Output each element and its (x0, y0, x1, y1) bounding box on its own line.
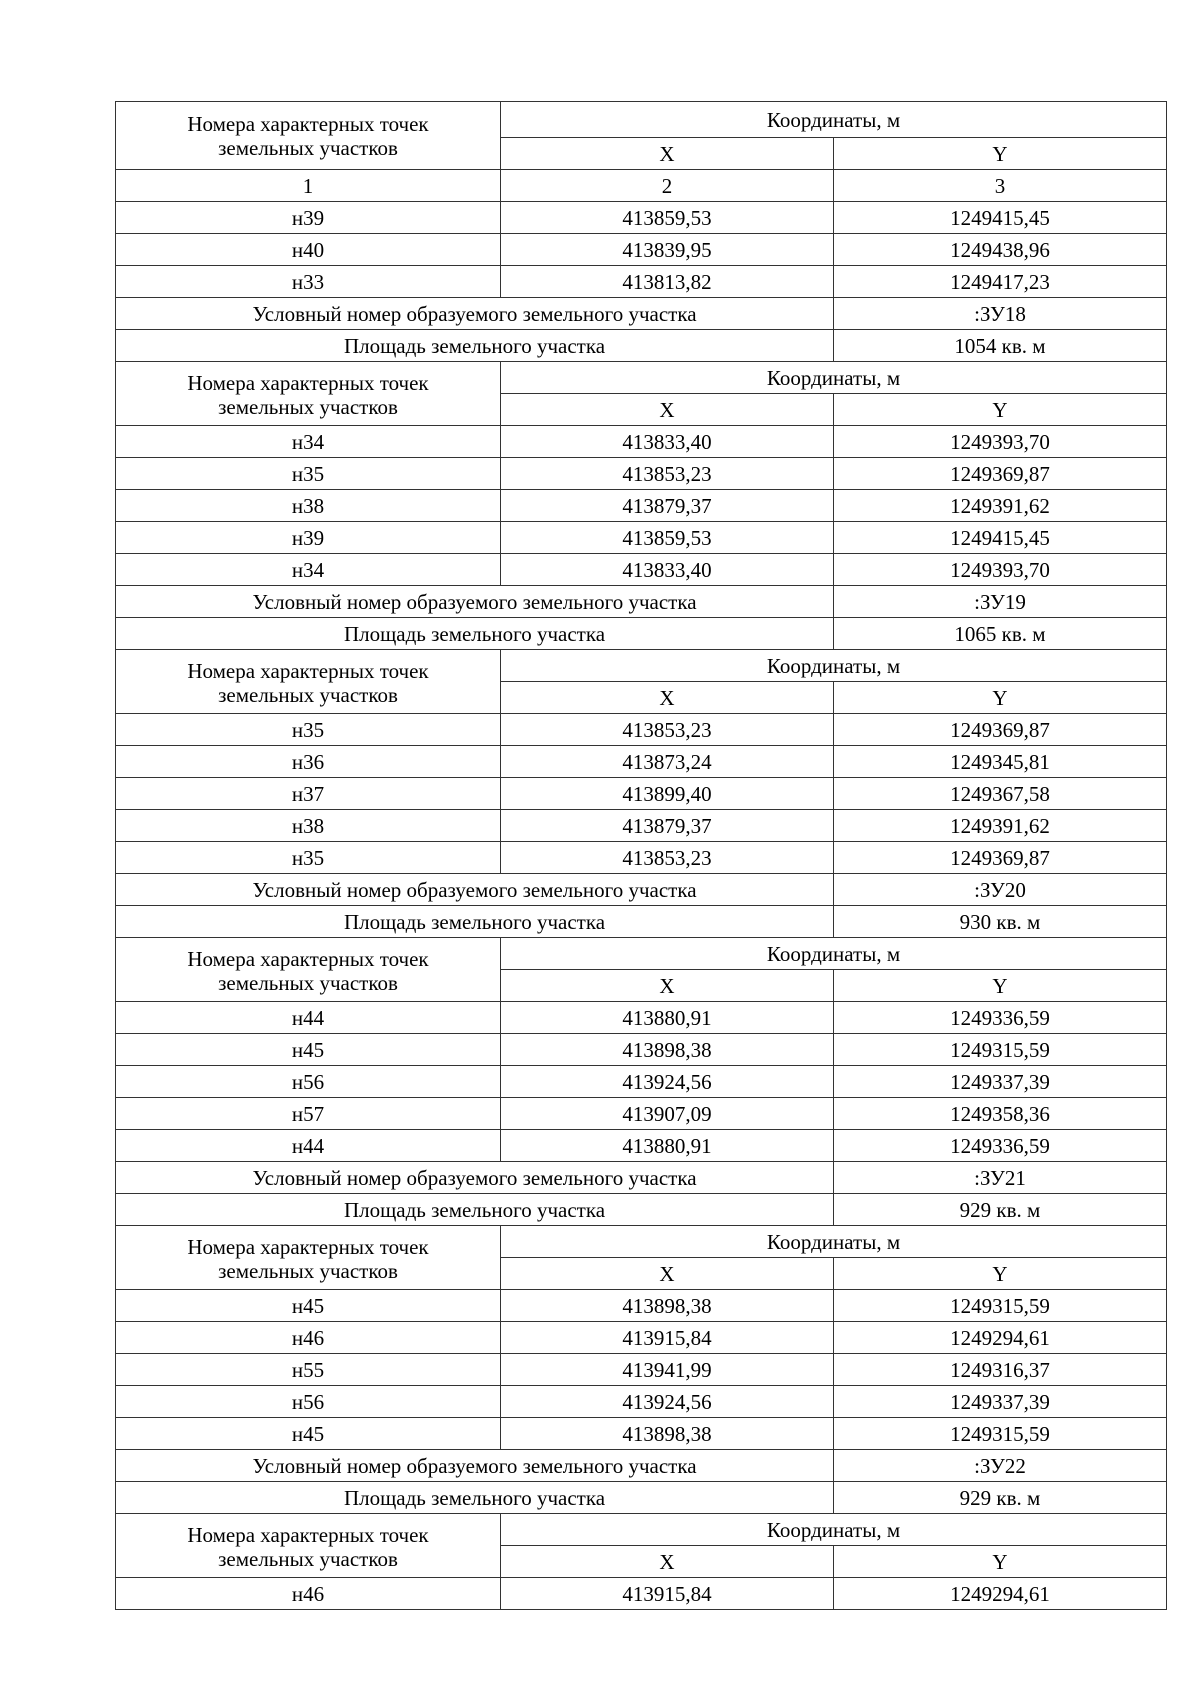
x-value-cell: 413898,38 (501, 1290, 834, 1322)
point-cell: н34 (116, 554, 501, 586)
plot-area-label: Площадь земельного участка (116, 330, 834, 362)
plot-number-value: :ЗУ22 (834, 1450, 1167, 1482)
block-header-row (116, 1226, 1167, 1258)
y-value-cell: 1249393,70 (834, 426, 1167, 458)
y-header-cell: Y (834, 394, 1167, 426)
y-header-cell: Y (834, 682, 1167, 714)
point-cell: н45 (116, 1418, 501, 1450)
point-cell: н38 (116, 490, 501, 522)
y-value-cell: 1249438,96 (834, 234, 1167, 266)
coords-header-cell: Координаты, м (501, 938, 1167, 970)
y-value-cell: 1249367,58 (834, 778, 1167, 810)
coordinates-table-body (116, 102, 1167, 1610)
table-row (116, 458, 1167, 490)
table-row (116, 714, 1167, 746)
y-header-cell: Y (834, 970, 1167, 1002)
block-header-row (116, 938, 1167, 970)
table-row (116, 1578, 1167, 1610)
plot-area-value: 929 кв. м (834, 1482, 1167, 1514)
points-header-line1: Номера характерных точек (187, 370, 429, 395)
x-value-cell: 413915,84 (501, 1578, 834, 1610)
block-header-row (116, 362, 1167, 394)
points-header-line2: земельных участков (218, 135, 398, 160)
x-value-cell: 413859,53 (501, 522, 834, 554)
block-header-row (116, 1514, 1167, 1546)
points-header-line2: земельных участков (218, 1546, 398, 1571)
plot-number-label: Условный номер образуемого земельного участка (116, 1162, 834, 1194)
table-row (116, 490, 1167, 522)
plot-number-row (116, 874, 1167, 906)
point-cell: н34 (116, 426, 501, 458)
y-value-cell: 1249337,39 (834, 1066, 1167, 1098)
x-value-cell: 413833,40 (501, 554, 834, 586)
x-value-cell: 413941,99 (501, 1354, 834, 1386)
plot-area-row (116, 618, 1167, 650)
plot-area-value: 1065 кв. м (834, 618, 1167, 650)
table-row (116, 1322, 1167, 1354)
y-value-cell: 1249315,59 (834, 1034, 1167, 1066)
table-row (116, 1418, 1167, 1450)
plot-number-value: :ЗУ18 (834, 298, 1167, 330)
block-header-row (116, 650, 1167, 682)
y-header-cell: Y (834, 1546, 1167, 1578)
table-row (116, 1034, 1167, 1066)
coords-header-cell: Координаты, м (501, 362, 1167, 394)
y-value-cell: 1249369,87 (834, 714, 1167, 746)
point-cell: н36 (116, 746, 501, 778)
plot-number-row (116, 1162, 1167, 1194)
points-header-cell (116, 362, 501, 426)
table-row (116, 234, 1167, 266)
points-header-cell (116, 650, 501, 714)
plot-number-value: :ЗУ20 (834, 874, 1167, 906)
y-value-cell: 1249358,36 (834, 1098, 1167, 1130)
x-value-cell: 413898,38 (501, 1034, 834, 1066)
x-header-cell: X (501, 394, 834, 426)
y-header-cell: Y (834, 138, 1167, 170)
points-header-cell (116, 1514, 501, 1578)
points-header-line1: Номера характерных точек (187, 1522, 429, 1547)
x-value-cell: 413899,40 (501, 778, 834, 810)
plot-number-value: :ЗУ21 (834, 1162, 1167, 1194)
point-cell: н46 (116, 1578, 501, 1610)
point-cell: н33 (116, 266, 501, 298)
y-value-cell: 1249415,45 (834, 202, 1167, 234)
plot-area-label: Площадь земельного участка (116, 1194, 834, 1226)
coords-header-cell: Координаты, м (501, 650, 1167, 682)
y-value-cell: 1249417,23 (834, 266, 1167, 298)
plot-area-value: 930 кв. м (834, 906, 1167, 938)
table-row (116, 746, 1167, 778)
point-cell: н39 (116, 202, 501, 234)
x-value-cell: 413853,23 (501, 842, 834, 874)
x-value-cell: 413853,23 (501, 458, 834, 490)
y-value-cell: 1249369,87 (834, 458, 1167, 490)
y-value-cell: 1249336,59 (834, 1130, 1167, 1162)
plot-area-value: 1054 кв. м (834, 330, 1167, 362)
x-value-cell: 413839,95 (501, 234, 834, 266)
points-header-cell (116, 1226, 501, 1290)
plot-number-label: Условный номер образуемого земельного участка (116, 874, 834, 906)
point-cell: н56 (116, 1386, 501, 1418)
table-header-row (116, 102, 1167, 138)
table-row (116, 266, 1167, 298)
table-row (116, 426, 1167, 458)
plot-area-label: Площадь земельного участка (116, 1482, 834, 1514)
table-row (116, 1130, 1167, 1162)
point-cell: н38 (116, 810, 501, 842)
y-value-cell: 1249336,59 (834, 1002, 1167, 1034)
plot-area-row (116, 330, 1167, 362)
plot-area-row (116, 1194, 1167, 1226)
y-value-cell: 1249294,61 (834, 1578, 1167, 1610)
points-header-line2: земельных участков (218, 1258, 398, 1283)
y-value-cell: 1249337,39 (834, 1386, 1167, 1418)
point-cell: н46 (116, 1322, 501, 1354)
table-row (116, 1354, 1167, 1386)
x-header-cell: X (501, 682, 834, 714)
plot-area-label: Площадь земельного участка (116, 618, 834, 650)
x-header-cell: X (501, 1258, 834, 1290)
table-row (116, 202, 1167, 234)
point-cell: н44 (116, 1130, 501, 1162)
point-cell: н39 (116, 522, 501, 554)
table-row (116, 1386, 1167, 1418)
x-value-cell: 413907,09 (501, 1098, 834, 1130)
table-row (116, 842, 1167, 874)
point-cell: н40 (116, 234, 501, 266)
point-cell: н35 (116, 458, 501, 490)
coords-header-cell: Координаты, м (501, 1226, 1167, 1258)
x-value-cell: 413880,91 (501, 1002, 834, 1034)
y-value-cell: 1249393,70 (834, 554, 1167, 586)
points-header-line1: Номера характерных точек (187, 658, 429, 683)
y-value-cell: 1249391,62 (834, 490, 1167, 522)
point-cell: н35 (116, 842, 501, 874)
y-value-cell: 1249315,59 (834, 1290, 1167, 1322)
plot-number-row (116, 1450, 1167, 1482)
x-value-cell: 413924,56 (501, 1386, 834, 1418)
plot-area-row (116, 1482, 1167, 1514)
coordinates-table (115, 101, 1167, 1610)
plot-number-label: Условный номер образуемого земельного участка (116, 298, 834, 330)
y-value-cell: 1249294,61 (834, 1322, 1167, 1354)
plot-number-label: Условный номер образуемого земельного участка (116, 1450, 834, 1482)
table-row (116, 1066, 1167, 1098)
plot-number-row (116, 586, 1167, 618)
x-value-cell: 413859,53 (501, 202, 834, 234)
x-value-cell: 413879,37 (501, 810, 834, 842)
plot-number-label: Условный номер образуемого земельного участка (116, 586, 834, 618)
x-header-cell: X (501, 1546, 834, 1578)
point-cell: н45 (116, 1290, 501, 1322)
column-number-1: 1 (116, 170, 501, 202)
x-value-cell: 413833,40 (501, 426, 834, 458)
point-cell: н44 (116, 1002, 501, 1034)
plot-area-label: Площадь земельного участка (116, 906, 834, 938)
x-value-cell: 413879,37 (501, 490, 834, 522)
table-row (116, 554, 1167, 586)
points-header-line1: Номера характерных точек (187, 111, 429, 136)
point-cell: н35 (116, 714, 501, 746)
y-value-cell: 1249369,87 (834, 842, 1167, 874)
point-cell: н57 (116, 1098, 501, 1130)
column-number-row (116, 170, 1167, 202)
x-header-cell: X (501, 138, 834, 170)
points-header-line2: земельных участков (218, 394, 398, 419)
column-number-3: 3 (834, 170, 1167, 202)
x-value-cell: 413915,84 (501, 1322, 834, 1354)
coords-header-cell: Координаты, м (501, 1514, 1167, 1546)
y-value-cell: 1249316,37 (834, 1354, 1167, 1386)
x-value-cell: 413924,56 (501, 1066, 834, 1098)
column-number-2: 2 (501, 170, 834, 202)
table-row (116, 810, 1167, 842)
point-cell: н55 (116, 1354, 501, 1386)
plot-area-value: 929 кв. м (834, 1194, 1167, 1226)
points-header-line1: Номера характерных точек (187, 946, 429, 971)
plot-number-value: :ЗУ19 (834, 586, 1167, 618)
y-value-cell: 1249391,62 (834, 810, 1167, 842)
points-header-cell (116, 938, 501, 1002)
plot-area-row (116, 906, 1167, 938)
points-header-cell (116, 102, 501, 170)
table-row (116, 1098, 1167, 1130)
x-value-cell: 413813,82 (501, 266, 834, 298)
x-header-cell: X (501, 970, 834, 1002)
points-header-line2: земельных участков (218, 970, 398, 995)
table-row (116, 522, 1167, 554)
points-header-line2: земельных участков (218, 682, 398, 707)
point-cell: н37 (116, 778, 501, 810)
coords-header-cell: Координаты, м (501, 102, 1167, 138)
points-header-line1: Номера характерных точек (187, 1234, 429, 1259)
plot-number-row (116, 298, 1167, 330)
table-row (116, 1002, 1167, 1034)
y-value-cell: 1249345,81 (834, 746, 1167, 778)
table-row (116, 1290, 1167, 1322)
y-header-cell: Y (834, 1258, 1167, 1290)
point-cell: н45 (116, 1034, 501, 1066)
x-value-cell: 413873,24 (501, 746, 834, 778)
x-value-cell: 413898,38 (501, 1418, 834, 1450)
point-cell: н56 (116, 1066, 501, 1098)
y-value-cell: 1249315,59 (834, 1418, 1167, 1450)
y-value-cell: 1249415,45 (834, 522, 1167, 554)
x-value-cell: 413880,91 (501, 1130, 834, 1162)
x-value-cell: 413853,23 (501, 714, 834, 746)
table-row (116, 778, 1167, 810)
